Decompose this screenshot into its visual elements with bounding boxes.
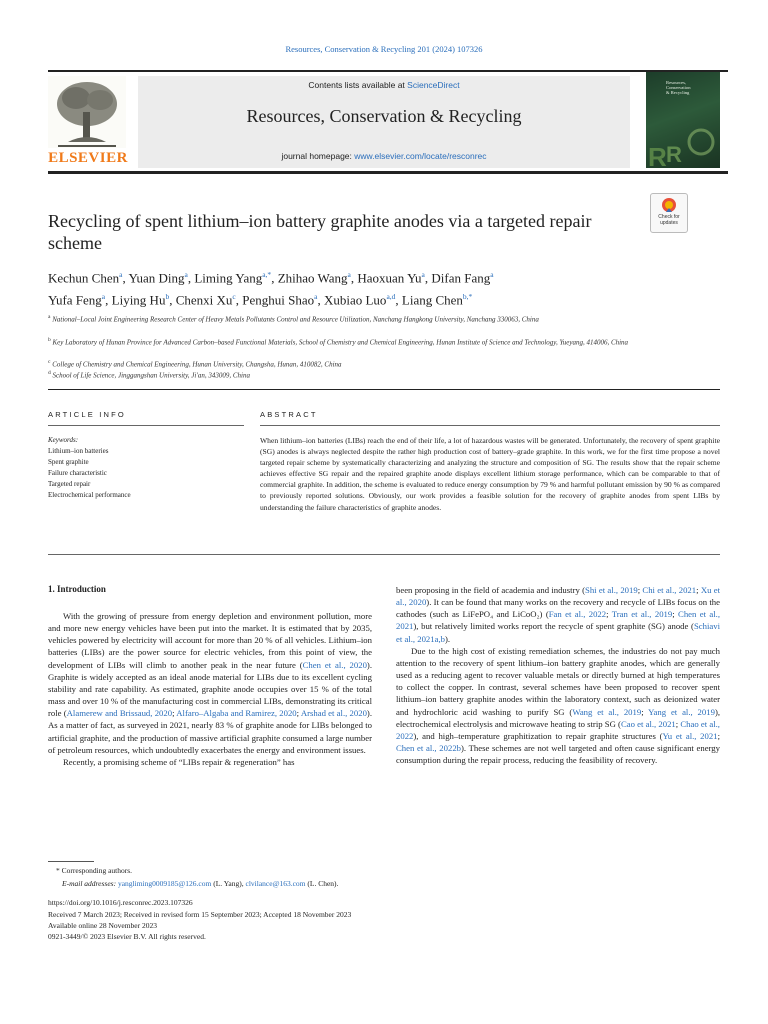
text-run: ; xyxy=(696,585,701,595)
homepage-link[interactable]: www.elsevier.com/locate/resconrec xyxy=(354,151,487,161)
author-affiliation-marker[interactable]: a xyxy=(314,291,318,301)
paragraph: Recently, a promising scheme of “LIBs repair & regeneration” has xyxy=(63,756,295,767)
header-bottom-rule xyxy=(48,171,728,174)
author-affiliation-marker[interactable]: a xyxy=(119,270,123,279)
contents-prefix: Contents lists available at xyxy=(308,80,408,90)
paragraph xyxy=(48,610,372,756)
author-affiliation-marker[interactable]: b xyxy=(165,291,170,301)
check-for-updates-button[interactable] xyxy=(650,193,688,233)
author-name[interactable]: Penghui Shao xyxy=(242,292,315,308)
elsevier-wordmark: ELSEVIER xyxy=(48,150,128,166)
journal-name: Resources, Conservation & Recycling xyxy=(246,106,522,126)
citation-link[interactable]: Yang et al., 2019 xyxy=(648,706,715,717)
citation-link[interactable]: Shi et al., 2019 xyxy=(585,585,638,595)
abstract-text: When lithium–ion batteries (LIBs) reach the end of their life, a lot of hazardous wastes will be generated. Unfortunately, the recovery of spent graphite (SG) anodes is always neglected despite the rather high production cost of battery–grade graphite. In this work, we for the first time propose a novel targeted repair scheme by systematically characterizing and analyzing the structure and composition of SG. The results show that the repair scheme achieves effective SG repair and the repaired graphite anode displays excellent lithium storage performance, which can be comparable to that of commercial graphite. In addition, the scheme is evaluated to reduce energy consumption by 79 % and harmful pollutant emission by 90 % as compared to previously reported solutions. Obviously, our work provides a feasible solution for the recovery of graphite anodes from spent LIBs by understanding the failure characteristics of graphite anodes. xyxy=(260,436,720,512)
svg-text:R: R xyxy=(666,142,682,167)
keyword-item: Spent graphite xyxy=(48,458,89,466)
keyword-item: Failure characteristic xyxy=(48,469,107,477)
abstract-end-rule xyxy=(48,554,720,555)
citation-link[interactable]: Schiavi et al., 2021a,b xyxy=(396,621,720,644)
sciencedirect-link[interactable]: ScienceDirect xyxy=(407,80,460,90)
text-run: ; xyxy=(717,730,720,741)
author-name[interactable]: Chenxi Xu xyxy=(175,292,233,308)
author-name[interactable]: Xubiao Luo xyxy=(323,292,387,308)
email-link[interactable]: yangliming0009185@126.com xyxy=(117,879,212,888)
text-run: Due to the high cost of existing remediation schemes, the industries do not pay much attention to the recovery of spent lithium–ion battery graphite anodes, which are generally used as a reducing agent to recover valuable metals or directly burned at high temperatures to collect the copper. In contrast, several schemes have been proposed to recover spent lithium–ion battery graphite anodes within the laboratory context, such as deionized water and hydrochloric acid washing to purify SG ( xyxy=(396,645,720,717)
footnote-rule xyxy=(48,861,94,862)
citation-link[interactable]: Yu et al., 2021 xyxy=(662,730,718,741)
body-right-column xyxy=(396,584,720,766)
text-run: ; xyxy=(641,706,649,717)
author-name[interactable]: Zhihao Wang xyxy=(277,270,348,286)
citation-link[interactable]: Chi et al., 2021 xyxy=(642,585,697,595)
author-name[interactable]: Liying Hu xyxy=(111,292,166,308)
text-run: ), but relatively limited works report the recycle of spent graphite (SG) anode ( xyxy=(413,621,694,632)
citation-link[interactable]: Wang et al., 2019 xyxy=(572,706,642,717)
contents-line xyxy=(138,80,630,90)
affiliation-d: $^d$ School of Life Science, Jinggangshan University, Ji'an, 343009, China xyxy=(48,370,250,380)
email-link[interactable]: clvilance@163.com xyxy=(245,879,306,888)
author-affiliation-marker[interactable]: a xyxy=(421,270,425,279)
author-affiliation-marker[interactable]: a xyxy=(184,270,188,279)
cover-title: Resources, Conservation & Recycling xyxy=(666,80,691,95)
text-run: With the growing of pressure from energy depletion and environment pollution, more and more new energy vehicles have been put into the market. It is estimated that by 2035, vehicles powered by electricity will account for more than 20 % of all vehicles. Lithium–ion batteries (LIBs) are the power source for electric vehicles, from this point of view, the development of LIBs will climb to another peak in the near future ( xyxy=(48,611,372,670)
affiliation-b: $^b$ Key Laboratory of Hunan Province for Advanced Carbon–based Functional Materials, School of Chemistry and Chemical Engineering, Hunan Institute of Science and Technology, Yueyang, 414006, China xyxy=(48,337,629,347)
homepage-prefix: journal homepage: xyxy=(281,151,355,161)
author-name[interactable]: Kechun Chen xyxy=(48,270,120,286)
citation-link[interactable]: Xu et al., 2020 xyxy=(396,585,720,608)
author-affiliation-marker[interactable]: b,* xyxy=(462,291,473,301)
section-heading-introduction: 1. Introduction xyxy=(48,584,106,594)
text-run: ; xyxy=(606,609,612,620)
body-left-column xyxy=(48,610,372,768)
keyword-item: Electrochemical performance xyxy=(48,491,131,499)
text-run: ; xyxy=(172,708,177,719)
citation-link[interactable]: Chen et al., 2020 xyxy=(302,659,367,670)
text-run: ; xyxy=(672,609,679,620)
journal-cover-image[interactable] xyxy=(646,72,720,168)
abstract-label: ABSTRACT xyxy=(260,410,318,419)
check-updates-label: Check for updates xyxy=(658,214,680,226)
affiliations-rule xyxy=(48,389,720,390)
text-run: ). It can be found that many works on the recovery and recycle of LIBs focus on the cathodes (such as LiFePO₄ and LiCoO₂) ( xyxy=(396,597,720,620)
text-run: ). These schemes are not well targeted and often cause significant energy consumption during the repair process, reducing the feasibility of recovery. xyxy=(396,743,720,766)
available-online: Available online 28 November 2023 xyxy=(48,921,157,930)
text-run: ; xyxy=(296,708,301,719)
running-head[interactable]: Resources, Conservation & Recycling 201 (2024) 107326 xyxy=(285,44,483,54)
author-name[interactable]: Difan Fang xyxy=(431,270,491,286)
text-run: been proposing in the field of academia and industry ( xyxy=(396,585,585,595)
keywords-title: Keywords: xyxy=(48,436,79,444)
text-run: ). As a matter of fact, as surveyed in 2021, nearly 83 % of graphite anode for LIBs belonged to artificial graphite, and the production of massive artificial graphite consumed a large number of petroleum resources, which undoubtedly exacerbates the energy and environment issues. xyxy=(48,708,372,755)
citation-link[interactable]: Tran et al., 2019 xyxy=(611,609,673,620)
text-run: ), and high–temperature graphitization to repair graphite structures ( xyxy=(413,730,663,741)
author-line-1: Kechun Chen$^a$, Yuan Ding$^a$, Liming Yang$^{a,*}$, Zhihao Wang$^a$, Haoxuan Yu$^a$, Difan Fang$^a$ xyxy=(48,270,494,286)
author-name[interactable]: Yufa Feng xyxy=(48,292,102,308)
article-title: Recycling of spent lithium–ion battery graphite anodes via a targeted repair scheme xyxy=(48,211,592,253)
svg-text:R: R xyxy=(648,142,667,168)
citation-link[interactable]: Chen et al., 2021 xyxy=(396,609,720,632)
author-line-2: Yufa Feng$^a$, Liying Hu$^b$, Chenxi Xu$^c$, Penghui Shao$^a$, Xubiao Luo$^{a,d}$, Liang Chen$^{b,*}$ xyxy=(48,291,473,308)
author-affiliation-marker[interactable]: a,d xyxy=(386,291,396,301)
text-run: ). xyxy=(444,633,451,644)
keyword-item: Lithium–ion batteries xyxy=(48,447,109,455)
copyright: 0921-3449/© 2023 Elsevier B.V. All rights reserved. xyxy=(48,932,206,941)
article-info-rule xyxy=(48,425,244,426)
citation-link[interactable]: Alfaro–Algaba and Ramirez, 2020 xyxy=(176,708,297,719)
paragraph xyxy=(396,584,720,645)
author-affiliation-marker[interactable]: a xyxy=(347,270,351,279)
homepage-line xyxy=(138,151,630,161)
affiliation-a: $^a$ National–Local Joint Engineering Research Center of Heavy Metals Pollutants Control and Resource Utilization, Nanchang Hangkong University, Nanchang 330063, China xyxy=(48,314,539,324)
article-info-label: ARTICLE INFO xyxy=(48,410,126,419)
footnote-emails: E-mail addresses: yangliming0009185@126.com (L. Yang), clvilance@163.com (L. Chen). xyxy=(62,879,339,888)
header-top-rule xyxy=(48,70,728,72)
affiliation-c: $^c$ College of Chemistry and Chemical Engineering, Hunan University, Changsha, Hunan, 410082, China xyxy=(48,359,342,369)
citation-link[interactable]: Chen et al., 2022b xyxy=(396,743,462,754)
check-updates-icon xyxy=(661,197,677,214)
author-name[interactable]: Liang Chen xyxy=(401,292,463,308)
author-affiliation-marker[interactable]: a xyxy=(490,270,494,279)
keyword-item: Targeted repair xyxy=(48,480,91,488)
author-affiliation-marker[interactable]: c xyxy=(232,291,236,301)
author-affiliation-marker[interactable]: a xyxy=(101,291,106,301)
text-run: ). Graphite is widely accepted as an ideal anode material for LIBs due to its excellent cycling stability and rate capability. As estimated, graphite anode occupies over 15 % of the total mass and over 10 % of the manufacturing cost in commercial LIBs, demonstrating its critical role ( xyxy=(48,659,372,719)
text-run: ; xyxy=(675,718,681,729)
paragraph xyxy=(396,645,720,767)
author-list xyxy=(48,266,648,310)
author-name[interactable]: Haoxuan Yu xyxy=(357,270,422,286)
citation-link[interactable]: Alamerew and Brissaud, 2020 xyxy=(66,708,173,719)
text-run: ; xyxy=(637,585,643,595)
author-name[interactable]: Liming Yang xyxy=(194,270,263,286)
footnote-corresponding: * Corresponding authors. xyxy=(56,866,133,875)
citation-link[interactable]: Chao et al., 2022 xyxy=(396,718,720,741)
citation-link[interactable]: Fan et al., 2022 xyxy=(548,609,607,620)
author-name[interactable]: Yuan Ding xyxy=(128,270,185,286)
citation-link[interactable]: Cao et al., 2021 xyxy=(620,718,676,729)
received-dates: Received 7 March 2023; Received in revised form 15 September 2023; Accepted 18 November 2023 xyxy=(48,910,352,919)
abstract-rule xyxy=(260,425,720,426)
text-run: ), electrochemical electrolysis and microwave heating to strip SG ( xyxy=(396,706,721,729)
doi-link[interactable]: https://doi.org/10.1016/j.resconrec.2023.107326 xyxy=(48,898,193,907)
citation-link[interactable]: Arshad et al., 2020 xyxy=(300,708,367,719)
author-affiliation-marker[interactable]: a,* xyxy=(262,270,272,279)
